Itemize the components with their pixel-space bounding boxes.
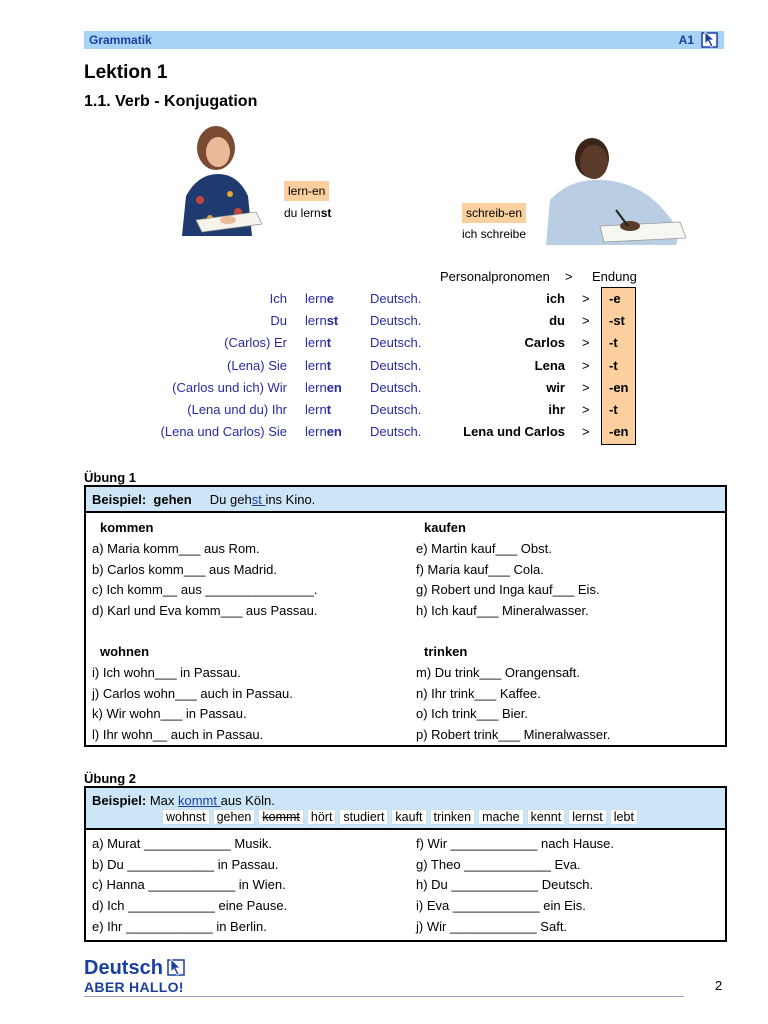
word-bank-chip: mache <box>478 809 524 825</box>
conj-verb-stem: lern <box>305 402 327 417</box>
exercise1-item: k) Wir wohn___ in Passau. <box>92 706 247 722</box>
conj-pronoun: Lena und Carlos <box>463 424 565 439</box>
conj-arrow: > <box>582 358 590 373</box>
example-label: Beispiel: <box>92 492 147 507</box>
conj-verb <box>305 313 338 328</box>
exercise1-item: i) Ich wohn___ in Passau. <box>92 665 241 680</box>
exercise1-item: a) Maria komm___ aus Rom. <box>92 541 260 556</box>
conj-object: Deutsch. <box>370 424 422 439</box>
header-level: A1 <box>678 33 694 47</box>
exercise1-item: h) Ich kauf___ Mineralwasser. <box>416 603 589 619</box>
conj-subject: Du <box>270 313 287 328</box>
exercise1-example-row <box>86 487 725 513</box>
conj-verb-ending: en <box>326 380 342 395</box>
example2-fill: kommt <box>177 793 221 808</box>
exercise1-item: n) Ihr trink___ Kaffee. <box>416 685 541 701</box>
exercise2-item: i) Eva ____________ ein Eis. <box>416 898 586 914</box>
conj-verb <box>305 291 334 306</box>
exercise1-title: Übung 1 <box>84 470 136 485</box>
example-fill: st <box>251 492 266 507</box>
header-bar <box>84 31 724 49</box>
woman-reading-illustration <box>168 116 268 236</box>
header-endung: Endung <box>592 269 637 284</box>
exercise1-verb-heading: wohnen <box>100 644 150 659</box>
conj-verb <box>305 380 342 395</box>
word-bank <box>162 809 641 825</box>
exercise1-example <box>92 492 315 507</box>
conj-pronoun: ich <box>546 291 565 306</box>
conj-verb-stem: lern <box>305 358 327 373</box>
word-bank-chip: studiert <box>339 809 388 825</box>
conj-object: Deutsch. <box>370 380 422 395</box>
exercise1-item: f) Maria kauf___ Cola. <box>416 561 544 577</box>
exercise1-verb-heading: kommen <box>100 520 154 535</box>
conj-verb-stem: lern <box>305 380 327 395</box>
caption-ending: st <box>320 206 332 220</box>
conj-subject: (Lena) Sie <box>227 358 287 373</box>
conj-pronoun: Lena <box>534 358 565 373</box>
exercise2-item: h) Du ____________ Deutsch. <box>416 877 594 893</box>
conj-verb-stem: lern <box>305 291 327 306</box>
man-writing-illustration <box>540 130 686 245</box>
caption-du-lernst <box>284 206 331 220</box>
word-bank-chip: gehen <box>213 809 256 825</box>
conj-pronoun: du <box>549 313 565 328</box>
conj-object: Deutsch. <box>370 291 422 306</box>
conj-ending: -e <box>609 291 621 306</box>
conj-verb-ending: st <box>326 313 339 328</box>
exercise2-box <box>84 786 727 942</box>
cursor-logo-icon <box>700 30 722 53</box>
exercise1-item: p) Robert trink___ Mineralwasser. <box>416 727 611 743</box>
conj-verb <box>305 424 342 439</box>
header-personalpronomen: Personalpronomen <box>440 269 550 284</box>
conj-object: Deutsch. <box>370 335 422 350</box>
conj-ending: -t <box>609 358 618 373</box>
exercise2-item: e) Ihr ____________ in Berlin. <box>92 918 267 934</box>
exercise2-item: g) Theo ____________ Eva. <box>416 856 581 872</box>
conj-subject: Ich <box>269 291 287 306</box>
example-sentence-start: Du geh <box>209 492 252 507</box>
conj-ending: -en <box>609 424 629 439</box>
conj-verb <box>305 358 331 373</box>
conj-subject: (Carlos) Er <box>224 335 287 350</box>
logo-aber-hallo: ABER HALLO! <box>84 979 184 995</box>
conj-object: Deutsch. <box>370 402 422 417</box>
conj-ending: -en <box>609 380 629 395</box>
exercise1-verb-heading: kaufen <box>424 520 466 535</box>
header-category: Grammatik <box>89 33 152 47</box>
exercise2-item: f) Wir ____________ nach Hause. <box>416 836 615 851</box>
word-bank-chip: kommt <box>258 809 304 825</box>
conj-verb-ending: t <box>326 358 332 373</box>
exercise2-item: c) Hanna ____________ in Wien. <box>92 877 286 893</box>
exercise1-item: e) Martin kauf___ Obst. <box>416 541 552 556</box>
word-bank-chip: kauft <box>391 809 426 825</box>
example2-start: Max <box>149 793 178 808</box>
endings-highlight-box <box>601 287 636 445</box>
example2-end: aus Köln. <box>220 793 275 808</box>
example-sentence-end: ins Kino. <box>265 492 316 507</box>
exercise1-box <box>84 485 727 747</box>
conj-object: Deutsch. <box>370 358 422 373</box>
conj-arrow: > <box>582 380 590 395</box>
section-title: 1.1. Verb - Konjugation <box>84 93 258 110</box>
conj-arrow: > <box>582 335 590 350</box>
word-bank-chip: lebt <box>610 809 638 825</box>
verb-tag-lernen: lern-en <box>284 181 329 201</box>
exercise1-item: j) Carlos wohn___ auch in Passau. <box>92 685 293 701</box>
conj-verb-ending: en <box>326 424 342 439</box>
word-bank-chip: hört <box>307 809 337 825</box>
word-bank-chip: kennt <box>527 809 566 825</box>
conj-arrow: > <box>582 402 590 417</box>
conj-arrow: > <box>582 313 590 328</box>
conj-ending: -t <box>609 402 618 417</box>
conj-pronoun: ihr <box>548 402 565 417</box>
exercise2-item: d) Ich ____________ eine Pause. <box>92 898 288 914</box>
page-number: 2 <box>715 978 723 993</box>
conj-verb-ending: t <box>326 402 332 417</box>
exercise1-item: b) Carlos komm___ aus Madrid. <box>92 561 277 577</box>
exercise2-item: j) Wir ____________ Saft. <box>416 918 568 934</box>
exercise1-item: o) Ich trink___ Bier. <box>416 706 528 722</box>
example2-label: Beispiel: <box>92 793 147 808</box>
exercise2-example-row <box>86 788 725 830</box>
exercise1-item: g) Robert und Inga kauf___ Eis. <box>416 582 600 598</box>
logo-deutsch: Deutsch <box>84 957 163 979</box>
conj-verb <box>305 402 331 417</box>
conj-subject: (Lena und Carlos) Sie <box>160 424 287 439</box>
conj-verb-ending: t <box>326 335 332 350</box>
conj-ending: -t <box>609 335 618 350</box>
word-bank-chip: lernst <box>568 809 607 825</box>
word-bank-chip: wohnst <box>162 809 210 825</box>
word-bank-chip: trinken <box>430 809 476 825</box>
conj-subject: (Lena und du) Ihr <box>187 402 287 417</box>
conj-verb-ending: e <box>326 291 334 306</box>
conj-verb <box>305 335 331 350</box>
conj-pronoun: wir <box>546 380 565 395</box>
exercise1-verb-heading: trinken <box>424 644 468 659</box>
conj-arrow: > <box>582 424 590 439</box>
footer-divider <box>84 996 684 997</box>
conj-ending: -st <box>609 313 625 328</box>
lesson-title: Lektion 1 <box>84 62 168 83</box>
caption-ich-schreibe: ich schreibe <box>462 227 527 241</box>
example-verb: gehen <box>153 492 192 507</box>
exercise1-item: d) Karl und Eva komm___ aus Passau. <box>92 603 318 619</box>
header-arrow: > <box>565 269 573 284</box>
exercise2-example <box>92 793 275 808</box>
conj-verb-stem: lern <box>305 313 327 328</box>
conj-verb-stem: lern <box>305 335 327 350</box>
exercise2-item: a) Murat ____________ Musik. <box>92 836 272 851</box>
conj-verb-stem: lern <box>305 424 327 439</box>
conj-pronoun: Carlos <box>524 335 565 350</box>
caption-stem: du lern <box>284 206 321 220</box>
conj-arrow: > <box>582 291 590 306</box>
exercise2-item: b) Du ____________ in Passau. <box>92 856 279 872</box>
exercise2-title: Übung 2 <box>84 771 136 786</box>
exercise1-item: l) Ihr wohn__ auch in Passau. <box>92 727 264 743</box>
exercise1-item: c) Ich komm__ aus _______________. <box>92 582 318 598</box>
conj-subject: (Carlos und ich) Wir <box>172 380 287 395</box>
exercise1-item: m) Du trink___ Orangensaft. <box>416 665 581 680</box>
conj-object: Deutsch. <box>370 313 422 328</box>
verb-tag-schreiben: schreib-en <box>462 203 526 223</box>
